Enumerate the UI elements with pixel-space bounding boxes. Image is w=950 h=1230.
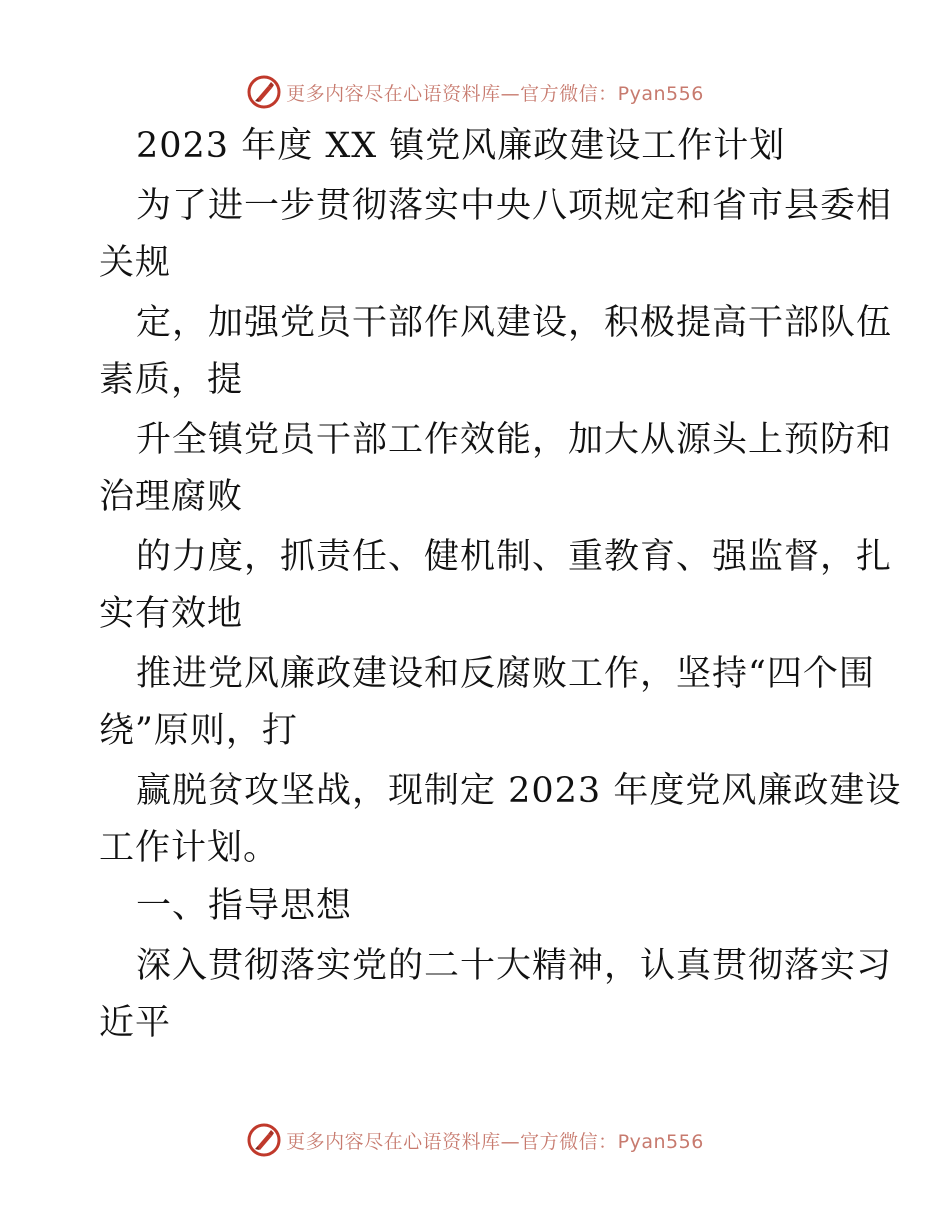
paragraph-5-line-1: 推进党风廉政建设和反腐败工作，坚持“四个围: [136, 654, 875, 694]
paragraph-1-line-2: 关规: [99, 243, 172, 283]
paragraph-4-line-1: 的力度，抓责任、健机制、重教育、强监督，扎: [136, 537, 893, 577]
paragraph-6-line-1: 赢脱贫攻坚战，现制定 2023 年度党风廉政建设: [136, 771, 902, 811]
pen-logo-icon: [246, 1122, 282, 1158]
paragraph-2-line-2: 素质，提: [99, 360, 244, 400]
paragraph-3-line-2: 治理腐败: [99, 477, 244, 517]
paragraph-1-line-1: 为了进一步贯彻落实中央八项规定和省市县委相: [136, 186, 893, 226]
watermark-text: 更多内容尽在心语资料库—官方微信：Pyan556: [286, 1130, 704, 1153]
document-title: 2023 年度 XX 镇党风廉政建设工作计划: [136, 126, 786, 166]
paragraph-5-line-2: 绕”原则，打: [99, 711, 298, 751]
section-heading-guiding-thought: 一、指导思想: [136, 886, 353, 926]
watermark-footer: [0, 1120, 950, 1160]
watermark-header: [0, 72, 950, 112]
paragraph-6-line-2: 工作计划。: [99, 828, 280, 868]
paragraph-2-line-1: 定，加强党员干部作风建设，积极提高干部队伍: [136, 303, 893, 343]
paragraph-7-line-1: 深入贯彻落实党的二十大精神，认真贯彻落实习: [136, 946, 893, 986]
watermark-text: 更多内容尽在心语资料库—官方微信：Pyan556: [286, 82, 704, 105]
paragraph-4-line-2: 实有效地: [99, 594, 244, 634]
paragraph-3-line-1: 升全镇党员干部工作效能，加大从源头上预防和: [136, 420, 893, 460]
paragraph-7-line-2: 近平: [99, 1003, 172, 1043]
pen-logo-icon: [246, 74, 282, 110]
